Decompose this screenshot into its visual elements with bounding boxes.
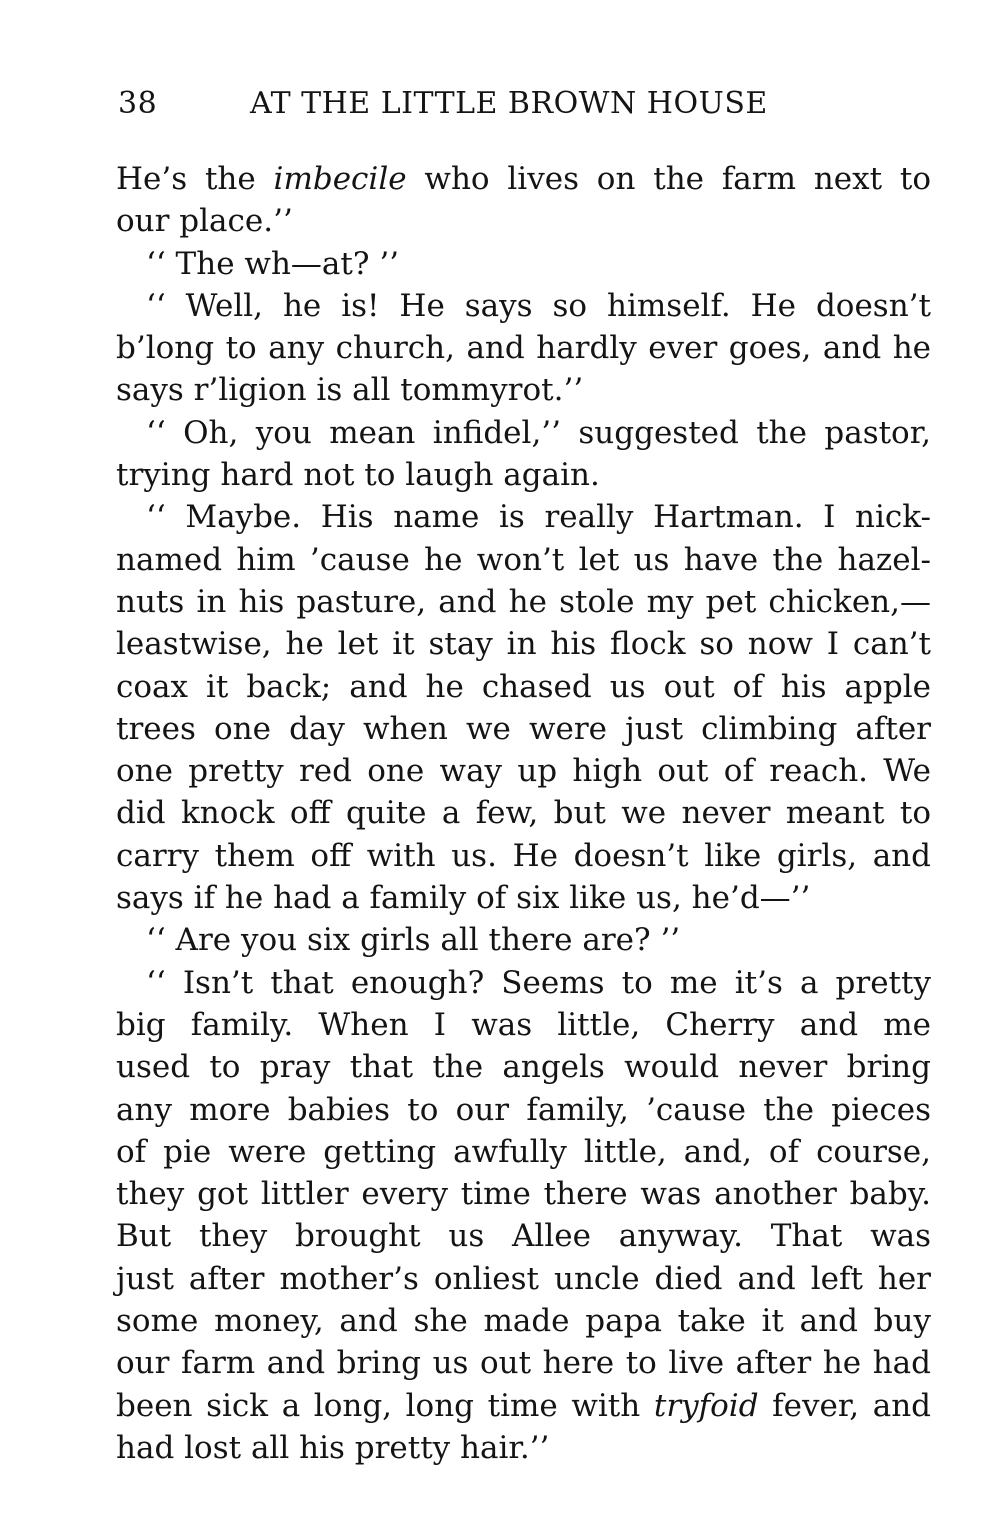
text-line (116, 666, 931, 708)
text-segment: ‘‘ Isn’t that enough? Seems to me it’s a pretty (146, 964, 931, 1001)
text-segment: did knock off quite a few, but we never meant to (116, 795, 931, 832)
text-line (116, 200, 931, 242)
text-line (116, 1004, 931, 1046)
text-segment: trees one day when we were just climbing after (116, 710, 931, 747)
text-segment: fever, and (758, 1387, 932, 1424)
italic-word: imbecile (273, 161, 407, 197)
text-line (116, 412, 931, 454)
text-segment: our place.’’ (116, 203, 293, 240)
text-segment: ‘‘ The wh—at? ’’ (146, 245, 400, 282)
text-segment: ‘‘ Maybe. His name is really Hartman. I nick- (146, 499, 931, 536)
text-line (116, 454, 931, 496)
text-segment: just after mother’s onliest uncle died and left her (116, 1260, 931, 1297)
text-line (116, 243, 931, 285)
text-segment: they got littler every time there was another baby. (116, 1176, 931, 1213)
text-line (116, 1173, 931, 1215)
text-segment: He’s the (116, 161, 274, 197)
text-line (116, 496, 931, 538)
text-segment: one pretty red one way up high out of reach. We (116, 753, 931, 790)
text-segment: leastwise, he let it stay in his flock so now I can’t (116, 626, 931, 663)
text-line (116, 962, 931, 1004)
text-line (116, 581, 931, 623)
text-line (116, 877, 931, 919)
text-line (116, 792, 931, 834)
text-line (116, 1258, 931, 1300)
text-segment: ‘‘ Are you six girls all there are? ’’ (146, 922, 681, 959)
text-line (116, 1427, 931, 1469)
text-line (116, 327, 931, 369)
text-segment: used to pray that the angels would never bring (116, 1049, 931, 1086)
text-line (116, 1342, 931, 1384)
text-line (116, 750, 931, 792)
text-segment: ‘‘ Well, he is! He says so himself. He doesn’t (146, 287, 931, 324)
text-segment: of pie were getting awfully little, and, of course, (116, 1133, 931, 1170)
text-line (116, 919, 931, 961)
text-segment: b’long to any church, and hardly ever goes, and he (116, 330, 931, 367)
text-line (116, 539, 931, 581)
text-segment: big family. When I was little, Cherry and me (116, 1006, 931, 1043)
text-line (116, 285, 931, 327)
text-line (116, 369, 931, 411)
text-segment: some money, and she made papa take it and buy (116, 1303, 931, 1340)
text-line (116, 1215, 931, 1257)
text-line (116, 1046, 931, 1088)
text-segment: any more babies to our family, ’cause the pieces (116, 1091, 931, 1128)
text-line (116, 623, 931, 665)
text-segment: says if he had a family of six like us, he’d—’’ (116, 880, 811, 917)
text-segment: But they brought us Allee anyway. That was (116, 1218, 931, 1255)
text-segment: our farm and bring us out here to live after he had (116, 1345, 931, 1382)
text-segment: who lives on the farm next to (406, 161, 931, 197)
page-number: 38 (118, 86, 158, 121)
text-line (116, 708, 931, 750)
text-segment: nuts in his pasture, and he stole my pet chicken,— (116, 583, 931, 620)
text-line (116, 1131, 931, 1173)
running-title: AT THE LITTLE BROWN HOUSE (250, 86, 768, 121)
text-segment: trying hard not to laugh again. (116, 457, 600, 494)
text-segment: been sick a long, long time with (116, 1387, 654, 1424)
text-line (116, 835, 931, 877)
text-segment: coax it back; and he chased us out of his apple (116, 668, 931, 705)
running-head (118, 84, 818, 124)
text-line (116, 158, 931, 200)
text-segment: says r’ligion is all tommyrot.’’ (116, 372, 584, 409)
text-segment: named him ’cause he won’t let us have the hazel- (116, 541, 931, 578)
body-text (116, 158, 931, 1469)
text-line (116, 1089, 931, 1131)
italic-word: tryfoid (653, 1387, 759, 1424)
text-segment: ‘‘ Oh, you mean infidel,’’ suggested the pastor, (146, 414, 931, 451)
text-segment: had lost all his pretty hair.’’ (116, 1429, 550, 1466)
text-line (116, 1300, 931, 1342)
text-segment: carry them off with us. He doesn’t like girls, and (116, 837, 931, 874)
text-line (116, 1385, 931, 1427)
